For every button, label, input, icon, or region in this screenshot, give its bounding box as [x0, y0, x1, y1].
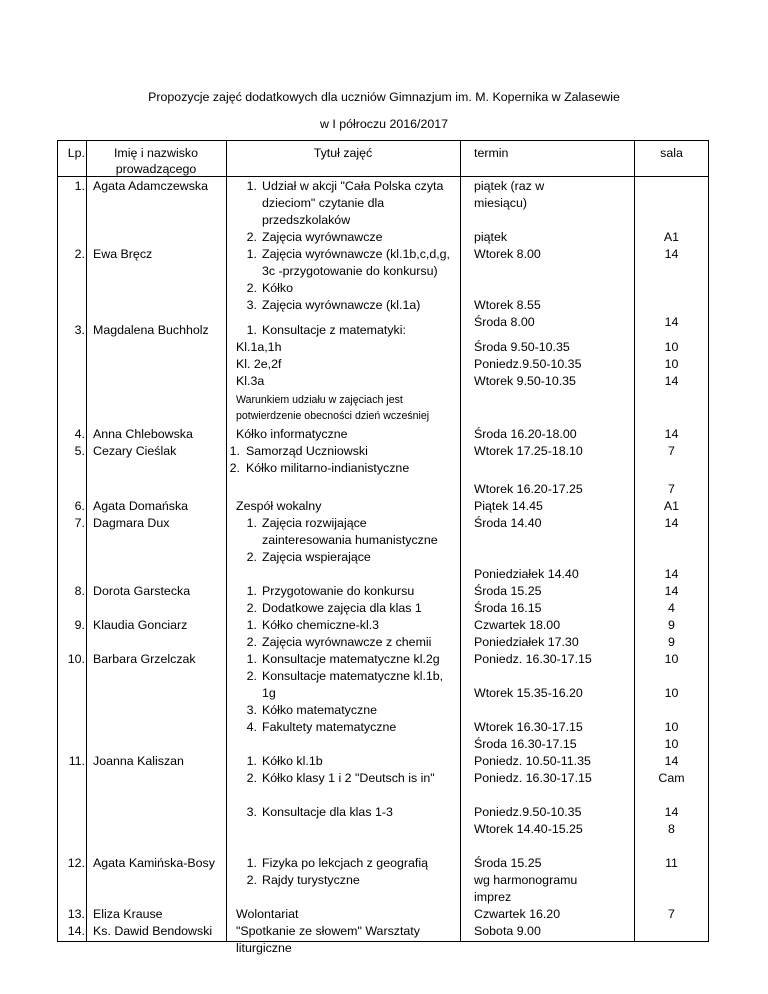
room: 11 [665, 856, 678, 870]
attendance-note: potwierdzenie obecności dzień wcześniej [236, 410, 430, 422]
term: Środa 16.20-18.00 [474, 427, 577, 441]
row-number: 12. [67, 856, 85, 870]
header-title: Tytuł zajęć [313, 146, 373, 160]
term: Wtorek 16.30-17.15 [474, 720, 583, 734]
column-divider [86, 140, 87, 942]
activity-title: przedszkolaków [262, 213, 351, 227]
term: Wtorek 8.55 [474, 298, 541, 312]
item-number: 1. [246, 856, 257, 870]
document-subtitle: w I półroczu 2016/2017 [319, 117, 449, 131]
column-divider [226, 140, 227, 942]
room: 4 [668, 601, 675, 615]
row-number: 13. [67, 907, 85, 921]
term: Środa 16.15 [474, 601, 542, 615]
term: Środa 15.25 [474, 856, 542, 870]
teacher-name: Anna Chlebowska [93, 427, 193, 441]
term: Wtorek 8.00 [474, 247, 541, 261]
item-number: 1. [246, 754, 257, 768]
term: Wtorek 17.25-18.10 [474, 444, 583, 458]
class-list: Kl.3a [236, 374, 265, 388]
room: 10 [664, 737, 679, 751]
room: Cam [658, 771, 685, 785]
room: 9 [668, 618, 675, 632]
room: 14 [664, 754, 679, 768]
class-list: Kl.1a,1h [236, 340, 282, 354]
activity-title: Konsultacje matematyczne kl.2g [262, 652, 440, 666]
item-number: 1. [246, 584, 257, 598]
item-number: 3. [246, 703, 257, 717]
item-number: 2. [246, 635, 257, 649]
term: Poniedz. 16.30-17.15 [474, 652, 592, 666]
term: Poniedz.9.50-10.35 [474, 357, 582, 371]
activity-title: Kółko chemiczne-kl.3 [262, 618, 380, 632]
term: Piątek 14.45 [474, 499, 543, 513]
row-number: 14. [67, 924, 85, 938]
term: Wtorek 14.40-15.25 [474, 822, 583, 836]
term: Środa 9.50-10.35 [474, 340, 570, 354]
item-number: 4. [246, 720, 257, 734]
teacher-name: Cezary Cieślak [93, 444, 177, 458]
header-name-line2: prowadzącego [115, 162, 197, 176]
teacher-name: Agata Domańska [93, 499, 189, 513]
teacher-name: Magdalena Buchholz [93, 323, 209, 337]
room: 14 [664, 315, 679, 329]
item-number: 2. [246, 873, 257, 887]
activity-title: liturgiczne [236, 941, 292, 955]
teacher-name: Agata Kamińska-Bosy [93, 856, 215, 870]
item-number: 1. [246, 652, 257, 666]
activity-title: Przygotowanie do konkursu [262, 584, 415, 598]
row-number: 8. [74, 584, 85, 598]
teacher-name: Dagmara Dux [93, 516, 170, 530]
term: Wtorek 16.20-17.25 [474, 482, 583, 496]
activity-title: Kółko klasy 1 i 2 "Deutsch is in" [262, 771, 435, 785]
term: Poniedz. 10.50-11.35 [474, 754, 591, 768]
activity-title: Konsultacje z matematyki: [262, 323, 406, 337]
item-number: 2. [246, 669, 257, 683]
activity-title: 1g [262, 686, 276, 700]
item-number: 1. [246, 618, 257, 632]
row-number: 4. [74, 427, 85, 441]
activity-title: Zajęcia wyrównawcze (kl.1b,c,d,g, [262, 247, 450, 261]
activity-title: "Spotkanie ze słowem" Warsztaty [236, 924, 420, 938]
room: 14 [664, 427, 679, 441]
room: 14 [664, 516, 679, 530]
room: 14 [664, 247, 679, 261]
term: Czwartek 16.20 [474, 907, 561, 921]
term: Czwartek 18.00 [474, 618, 561, 632]
term: Środa 15.25 [474, 584, 542, 598]
item-number: 1. [246, 247, 257, 261]
teacher-name: Ks. Dawid Bendowski [93, 924, 213, 938]
document-title: Propozycje zajęć dodatkowych dla uczniów Gimnazjum im. M. Kopernika w Zalasewie [148, 90, 620, 104]
row-number: 3. [74, 323, 85, 337]
item-number: 1. [246, 179, 257, 193]
term: Środa 8.00 [474, 315, 535, 329]
room: A1 [663, 230, 680, 244]
room: 14 [664, 805, 679, 819]
activity-title: Zespół wokalny [236, 499, 322, 513]
term: wg harmonogramu [474, 873, 578, 887]
room: 7 [668, 482, 675, 496]
item-number: 2. [246, 281, 257, 295]
teacher-name: Agata Adamczewska [93, 179, 209, 193]
teacher-name: Klaudia Gonciarz [93, 618, 188, 632]
header-name: Imię i nazwisko [113, 146, 198, 160]
activity-title: Zajęcia wyrównawcze [262, 230, 383, 244]
activity-title: Udział w akcji "Cała Polska czyta [262, 179, 444, 193]
term: Poniedz.9.50-10.35 [474, 805, 582, 819]
attendance-note: Warunkiem udziału w zajęciach jest [236, 394, 403, 406]
item-number: 3. [246, 805, 257, 819]
item-number: 1. [246, 323, 257, 337]
activity-title: Kółko kl.1b [262, 754, 323, 768]
row-number: 2. [74, 247, 85, 261]
teacher-name: Ewa Bręcz [93, 247, 153, 261]
item-number: 2. [229, 461, 240, 475]
activity-title: Wolontariat [236, 907, 299, 921]
room: 10 [664, 357, 679, 371]
room: 7 [668, 444, 675, 458]
activity-title: Dodatkowe zajęcia dla klas 1 [262, 601, 422, 615]
header-room: sala [660, 146, 683, 160]
activity-title: Zajęcia wyrównawcze z chemii [262, 635, 432, 649]
item-number: 1. [246, 516, 257, 530]
teacher-name: Eliza Krause [93, 907, 163, 921]
term: Sobota 9.00 [474, 924, 541, 938]
room: A1 [663, 499, 680, 513]
item-number: 2. [246, 771, 257, 785]
term: Poniedziałek 17.30 [474, 635, 579, 649]
room: 10 [664, 686, 679, 700]
row-number: 1. [74, 179, 85, 193]
item-number: 1. [229, 444, 240, 458]
room: 10 [664, 720, 679, 734]
row-number: 9. [74, 618, 85, 632]
row-number: 5. [74, 444, 85, 458]
header-lp: Lp. [67, 146, 85, 160]
row-number: 7. [74, 516, 85, 530]
item-number: 2. [246, 601, 257, 615]
activity-title: dzieciom" czytanie dla [262, 196, 385, 210]
room: 9 [668, 635, 675, 649]
class-list: Kl. 2e,2f [236, 357, 282, 371]
room: 14 [664, 584, 679, 598]
term: miesiącu) [474, 196, 528, 210]
activity-title: 3c -przygotowanie do konkursu) [262, 264, 438, 278]
row-number: 6. [74, 499, 85, 513]
term: Wtorek 15.35-16.20 [474, 686, 583, 700]
header-term: termin [474, 146, 509, 160]
term: Środa 16.30-17.15 [474, 737, 577, 751]
activity-title: Zajęcia wspierające [262, 550, 371, 564]
item-number: 3. [246, 298, 257, 312]
activity-title: Kółko militarno-indianistyczne [246, 461, 410, 475]
activity-title: Konsultacje matematyczne kl.1b, [262, 669, 444, 683]
activity-title: Kółko informatyczne [236, 427, 348, 441]
activity-title: Kółko [262, 281, 293, 295]
activity-title: Fizyka po lekcjach z geografią [262, 856, 428, 870]
term: piątek [474, 230, 508, 244]
item-number: 2. [246, 550, 257, 564]
column-divider [460, 140, 461, 942]
term: imprez [474, 890, 512, 904]
activity-title: Fakultety matematyczne [262, 720, 397, 734]
room: 14 [664, 567, 679, 581]
room: 7 [668, 907, 675, 921]
activity-title: Rajdy turystyczne [262, 873, 360, 887]
teacher-name: Barbara Grzelczak [93, 652, 196, 666]
teacher-name: Joanna Kaliszan [93, 754, 184, 768]
term: Poniedziałek 14.40 [474, 567, 579, 581]
room: 14 [664, 374, 679, 388]
term: Poniedz. 16.30-17.15 [474, 771, 592, 785]
term: Środa 14.40 [474, 516, 542, 530]
room: 8 [668, 822, 675, 836]
teacher-name: Dorota Garstecka [93, 584, 191, 598]
room: 10 [664, 652, 679, 666]
item-number: 2. [246, 230, 257, 244]
activity-title: Samorząd Uczniowski [246, 444, 368, 458]
term: piątek (raz w [474, 179, 545, 193]
activity-title: zainteresowania humanistyczne [262, 533, 438, 547]
activity-title: Zajęcia wyrównawcze (kl.1a) [262, 298, 421, 312]
room: 10 [664, 340, 679, 354]
activity-title: Zajęcia rozwijające [262, 516, 367, 530]
term: Wtorek 9.50-10.35 [474, 374, 576, 388]
activity-title: Konsultacje dla klas 1-3 [262, 805, 393, 819]
row-number: 10. [67, 652, 85, 666]
row-number: 11. [68, 754, 85, 768]
activity-title: Kółko matematyczne [262, 703, 378, 717]
